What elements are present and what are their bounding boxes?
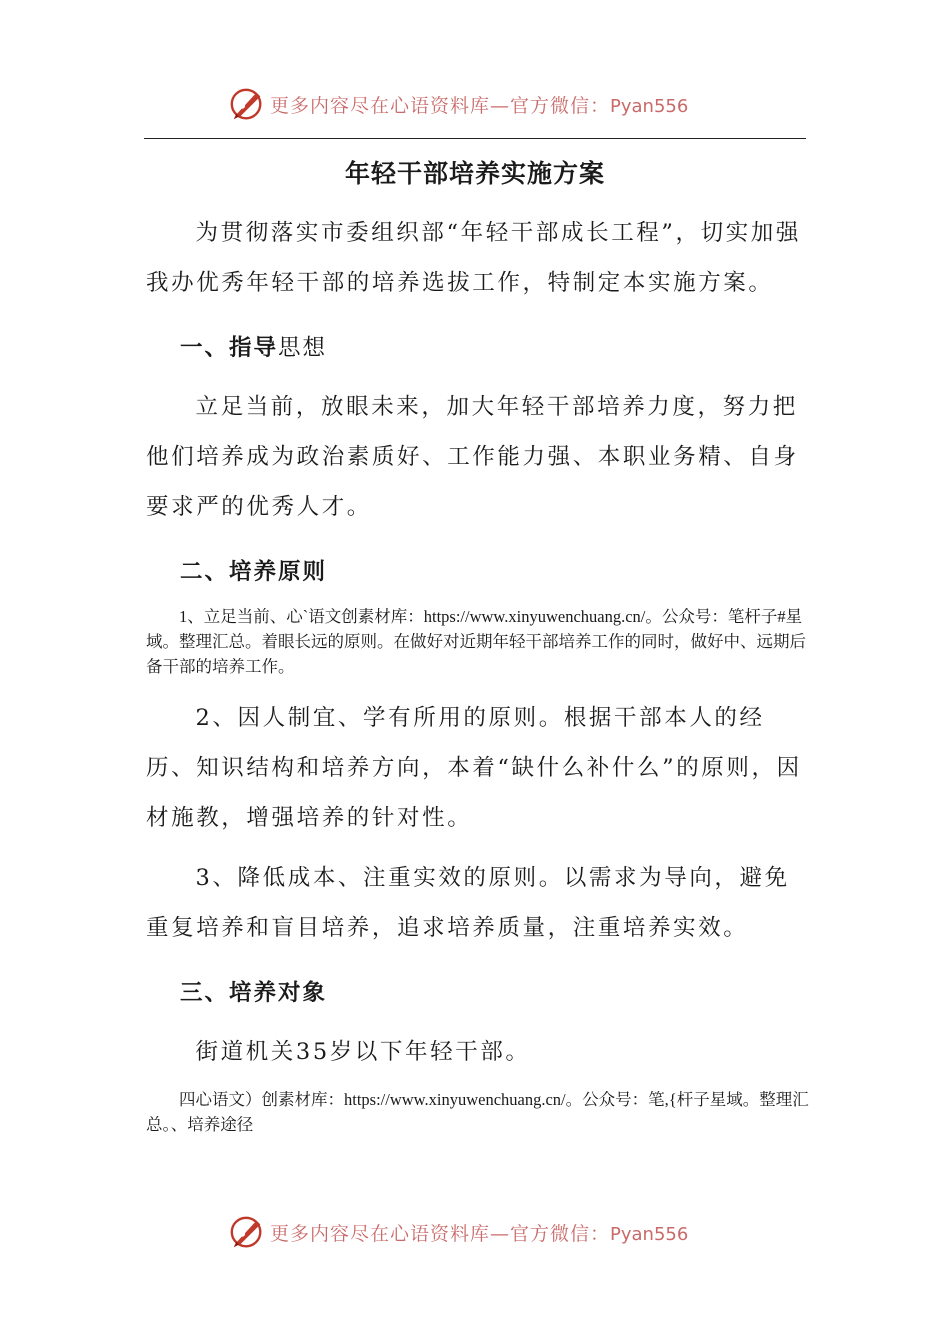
section3-body: 街道机关35岁以下年轻干部。 bbox=[195, 1039, 531, 1065]
principle-item-3: 3、降低成本、注重实效的原则。以需求为导向，避免重复培养和盲目培养，追求培养质量，注重培养实效。 bbox=[146, 865, 790, 941]
footer-banner bbox=[228, 1212, 688, 1252]
section-heading-1: 一、指导思想 bbox=[180, 335, 328, 361]
banner-text: 更多内容尽在心语资料库—官方微信：Pyan556 bbox=[270, 1222, 689, 1245]
section1-body: 立足当前，放眼未来，加大年轻干部培养力度，努力把他们培养成为政治素质好、工作能力强、本职业务精、自身要求严的优秀人才。 bbox=[146, 394, 799, 520]
principle-item-1: 1、立足当前、心`语文创素材库：https://www.xinyuwenchuang.cn/。公众号：笔杆子#星域。整理汇总。着眼长远的原则。在做好对近期年轻干部培养工作的同时，做好中、远期后备干部的培养工作。 bbox=[146, 607, 806, 676]
wechat-id: Pyan556 bbox=[610, 95, 689, 117]
banner-text: 更多内容尽在心语资料库—官方微信：Pyan556 bbox=[270, 94, 689, 117]
header-banner bbox=[228, 84, 688, 124]
section-heading-3: 三、培养对象 bbox=[180, 980, 328, 1006]
wechat-id: Pyan556 bbox=[610, 1223, 689, 1245]
principle-item-2: 2、因人制宜、学有所用的原则。根据干部本人的经历、知识结构和培养方向，本着“缺什么补什么”的原则，因材施教，增强培养的针对性。 bbox=[146, 705, 802, 831]
section-heading-2: 二、培养原则 bbox=[180, 559, 328, 585]
pen-logo-icon bbox=[228, 1213, 266, 1251]
section4-text: 四心语文）创素材库：https://www.xinyuwenchuang.cn/。公众号：笔,{杆子星域。整理汇总。、培养途径 bbox=[146, 1090, 809, 1134]
document-title: 年轻干部培养实施方案 bbox=[344, 159, 605, 188]
pen-logo-icon bbox=[228, 85, 266, 123]
intro-paragraph: 为贯彻落实市委组织部“年轻干部成长工程”，切实加强我办优秀年轻干部的培养选拔工作，特制定本实施方案。 bbox=[146, 220, 802, 296]
header-divider bbox=[144, 138, 806, 139]
